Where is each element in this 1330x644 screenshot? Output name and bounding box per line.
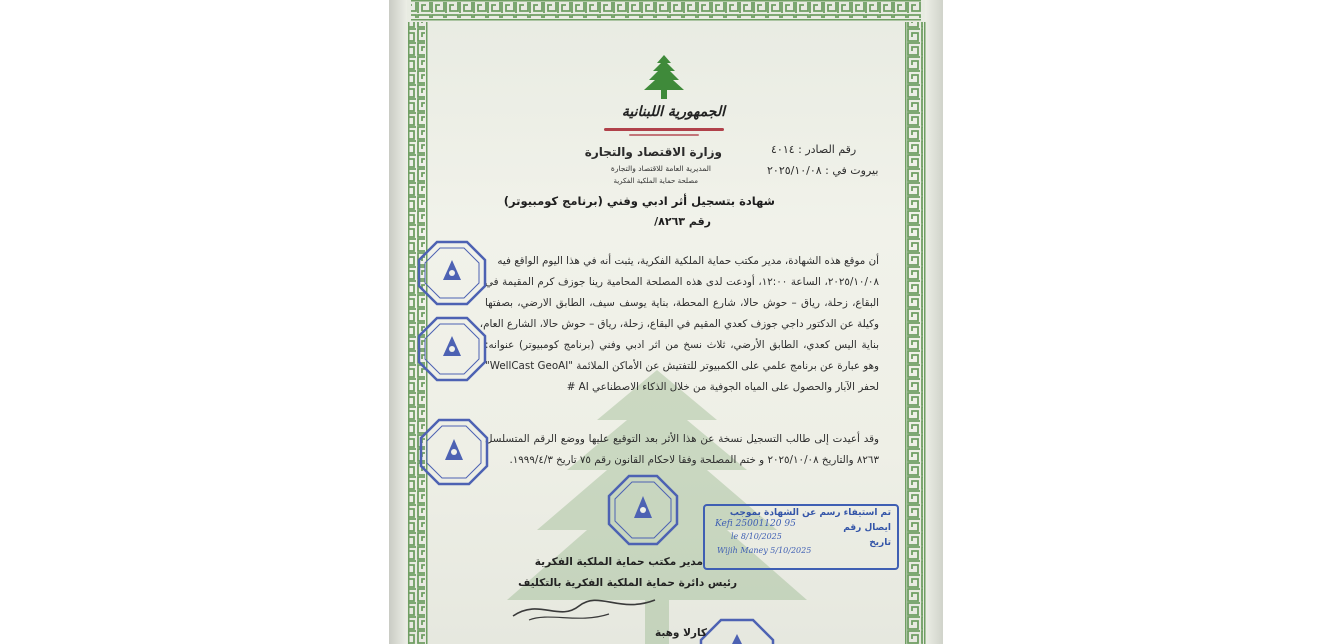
body-line: وقد أعيدت إلى طالب التسجيل نسخة عن هذا الأثر بعد التوقيع عليها ووضع الرقم المتسلسل bbox=[485, 433, 879, 445]
title-underline bbox=[604, 128, 724, 131]
cedar-emblem-icon bbox=[640, 54, 688, 100]
republic-title: الجمهورية اللبنانية bbox=[621, 104, 725, 120]
official-seal-icon bbox=[417, 240, 487, 306]
stamp-line: تاريخ bbox=[869, 538, 891, 548]
certificate-number: رقم ٨٢٦٣/ bbox=[654, 215, 711, 228]
stamp-handwriting: le 8/10/2025 bbox=[731, 532, 782, 541]
body-line: ٨٢٦٣ والتاريخ ٢٠٢٥/١٠/٠٨ و ختم المصلحة وفقا لاحكام القانون رقم ٧٥ تاريخ ١٩٩٩/٤/٣. bbox=[509, 454, 879, 466]
official-seal-icon bbox=[419, 418, 489, 486]
body-line: ٢٠٢٥/١٠/٠٨، الساعة ١٢:٠٠، أودعت لدى هذه المصلحة المحامية رينا جوزف كرم المقيمة في bbox=[485, 276, 879, 288]
body-line: لحفر الآبار والحصول على المياه الجوفية من خلال الذكاء الاصطناعي AI # bbox=[566, 381, 879, 393]
signature-scribble bbox=[509, 594, 659, 626]
certificate-heading: شهادة بتسجيل أثر ادبي وفني (برنامج كومبيوتر) bbox=[503, 194, 775, 208]
fee-stamp bbox=[703, 504, 899, 570]
ministry-title: وزارة الاقتصاد والتجارة bbox=[584, 145, 722, 159]
body-line: أن موقع هذه الشهادة، مدير مكتب حماية الملكية الفكرية، يثبت أنه في هذا اليوم الواقع فيه bbox=[497, 255, 879, 267]
body-line: البقاع، زحلة، رياق – حوش حالا، شارع المحطة، بناية يوسف سيف، الطابق الارضي، بصفتها bbox=[485, 297, 879, 309]
issue-number: رقم الصادر : ٤٠١٤ bbox=[771, 143, 857, 156]
signatory-name: كارلا وهبة bbox=[654, 627, 707, 639]
body-line: بناية اليس كعدي، الطابق الأرضي، ثلاث نسخ من اثر ادبي وفني (برنامج كومبيوتر) عنوانه: bbox=[485, 339, 879, 351]
body-line: "WellCast GeoAI" وهو عبارة عن برنامج علمي على الكمبيوتر للتفتيش عن الأماكن الملائمة bbox=[485, 360, 880, 372]
stamp-handwriting: Wijih Maney 5/10/2025 bbox=[717, 546, 812, 555]
directorate-title: المديرية العامة للاقتصاد والتجارة bbox=[610, 164, 711, 173]
stamp-handwriting: Kefi 25001120 95 bbox=[715, 519, 796, 529]
certificate-document bbox=[389, 0, 943, 644]
service-title: مصلحة حماية الملكية الفكرية bbox=[613, 177, 698, 185]
title-underline-secondary bbox=[629, 134, 699, 136]
signatory-title: مدير مكتب حماية الملكية الفكرية bbox=[534, 556, 703, 568]
official-seal-icon bbox=[417, 316, 487, 382]
official-seal-icon bbox=[607, 474, 679, 546]
stamp-line: ايصال رقم bbox=[843, 523, 891, 533]
official-seal-icon bbox=[699, 618, 775, 644]
signatory-title: رئيس دائرة حماية الملكية الفكرية بالتكليف bbox=[518, 577, 737, 589]
issue-date: بيروت في : ٢٠٢٥/١٠/٠٨ bbox=[767, 164, 879, 177]
stamp-line: تم استيفاء رسم عن الشهادة بموجب bbox=[729, 508, 891, 518]
body-line: وكيلة عن الدكتور داجي جوزف كعدي المقيم في البقاع، زحلة، رياق – حوش حالا، الشارع العام، bbox=[479, 318, 879, 330]
